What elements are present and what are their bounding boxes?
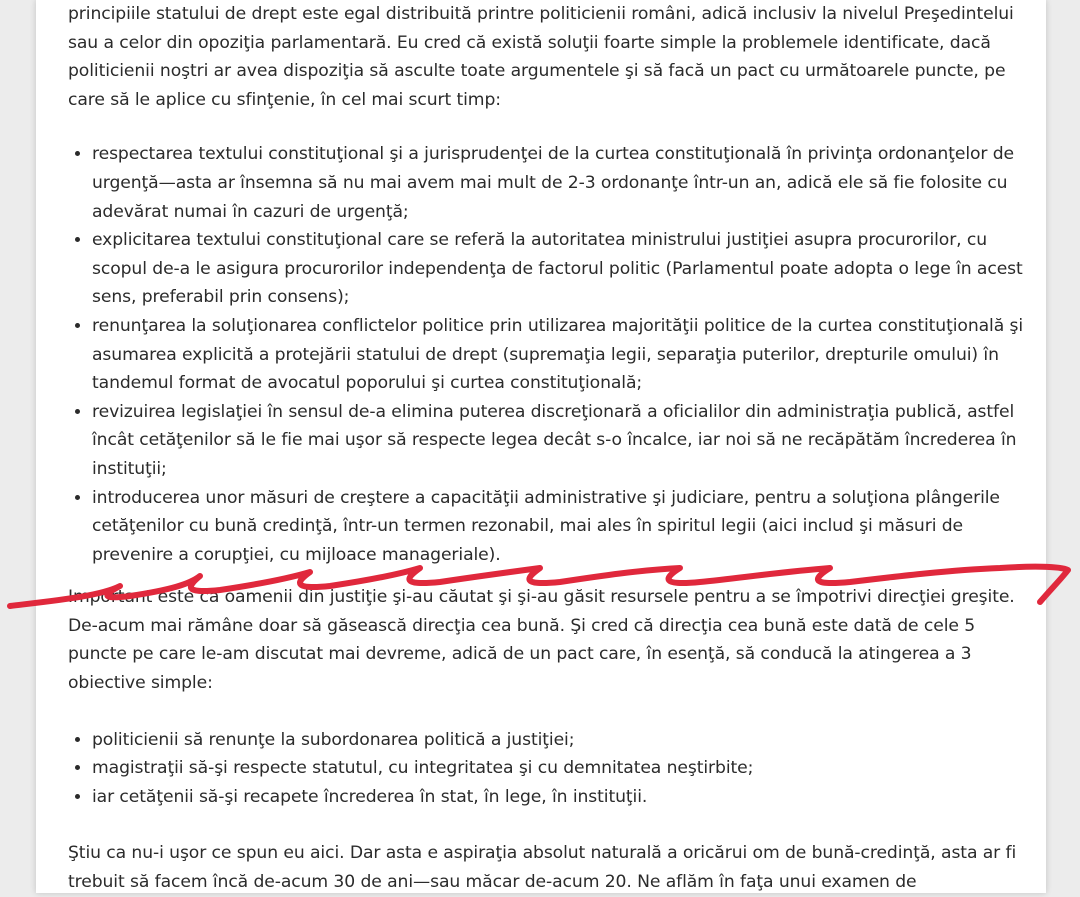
- list-item: • respectarea textului constituţional şi a jurisprudenţei de la curtea constituţională în privinţa ordonanţelor de urgenţă—asta ar însemna să nu mai avem mai mult de 2-3 ordonanţe într-un an, adică ele să fie folosite cu adevărat numai în cazuri de urgenţă;: [92, 140, 1028, 226]
- list-item: • magistraţii să-şi respecte statutul, cu integritatea şi cu demnitatea neştirbite;: [92, 754, 1028, 783]
- list-item: • introducerea unor măsuri de creştere a capacităţii administrative şi judiciare, pentru a soluţiona plângerile cetăţenilor cu bună credinţă, într-un termen rezonabil, mai ales în spiritul legii (aici includ şi măsuri de prevenire a corupţiei, cu mijloace manageriale).: [92, 484, 1028, 570]
- article-body: [68, 0, 1028, 897]
- list-item: • explicitarea textului constituţional care se referă la autoritatea ministrului justiţiei asupra procurorilor, cu scopul de-a le asigura procurorilor independenţa de factorul politic (Parlamentul poate adopta o lege în acest sens, preferabil prin consens);: [92, 226, 1028, 312]
- list-item: • revizuirea legislaţiei în sensul de-a elimina puterea discreţionară a oficialilor din administraţia publică, astfel încât cetăţenilor să le fie mai uşor să respecte legea decât s-o încalce, iar noi să ne recăpătăm încrederea în instituţii;: [92, 398, 1028, 484]
- list-item: • politicienii să renunţe la subordonarea politică a justiţiei;: [92, 726, 1028, 755]
- article-page: [36, 0, 1046, 893]
- paragraph-important: Important este că oamenii din justiţie şi-au căutat şi şi-au găsit resursele pentru a se împotrivi direcţiei greşite. De-acum mai rămâne doar să găsească direcţia cea bună. Şi cred că direcţia cea bună este dată de cele 5 puncte pe care le-am discutat mai devreme, adică de un pact care, în esenţă, să conducă la atingerea a 3 obiective simple:: [68, 587, 1015, 694]
- list-item: • iar cetăţenii să-şi recapete încrederea în stat, în lege, în instituţii.: [92, 783, 1028, 812]
- paragraph-closing: Ştiu ca nu-i uşor ce spun eu aici. Dar asta e aspiraţia absolut naturală a oricărui om de bună-credinţă, asta ar fi trebuit să facem încă de-acum 30 de ani—sau măcar de-acum 20. Ne aflăm în faţa unui examen de: [68, 843, 1017, 893]
- pact-points-list: [68, 140, 1028, 569]
- list-item: • renunţarea la soluţionarea conflictelor politice prin utilizarea majorităţii politice de la curtea constituţională şi asumarea explicită a protejării statului de drept (supremaţia legii, separaţia puterilor, drepturile omului) în tandemul format de avocatul poporului şi curtea constituţională;: [92, 312, 1028, 398]
- paragraph-intro: principiile statului de drept este egal distribuită printre politicienii români, adică inclusiv la nivelul Preşedintelui sau a celor din opoziţia parlamentară. Eu cred că există soluţii foarte simple la problemele identificate, dacă politicienii noştri ar avea dispoziţia să asculte toate argumentele şi să facă un pact cu următoarele puncte, pe care să le aplice cu sfinţenie, în cel mai scurt timp:: [68, 4, 1014, 110]
- objectives-list: [68, 726, 1028, 812]
